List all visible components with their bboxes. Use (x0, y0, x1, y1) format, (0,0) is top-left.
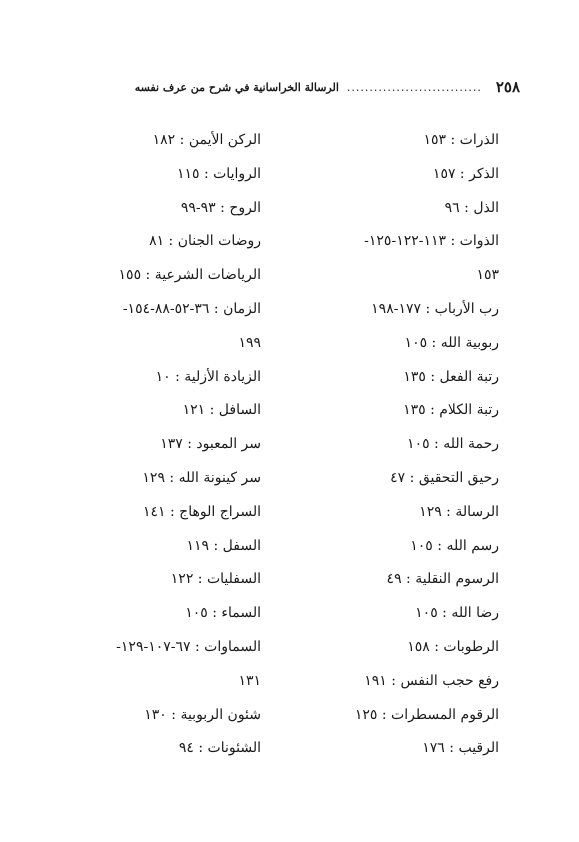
index-entry: رحيق التحقيق : ٤٧ (390, 469, 499, 486)
index-entry-continuation: ١٣١ (238, 672, 261, 689)
index-entry: رتبة الكلام : ١٣٥ (403, 402, 499, 419)
index-column-left (43, 124, 261, 766)
index-entry: الزيادة الأزلية : ١٠ (155, 368, 261, 385)
header-dot-leader: .............................. (346, 80, 482, 94)
index-entry: الذوات : ١١٣-١٢٢-١٢٥- (364, 233, 499, 250)
index-entry: رسم الله : ١٠٥ (410, 537, 499, 554)
index-entry: الرسالة : ١٢٩ (419, 503, 499, 520)
index-entry: الذرات : ١٥٣ (423, 132, 499, 148)
running-title: الرسالة الخراسانية في شرح من عرف نفسه (134, 80, 339, 94)
index-entry: الركن الأيمن : ١٨٢ (152, 132, 261, 148)
index-entry: الرقوم المسطرات : ١٢٥ (354, 706, 499, 723)
index-entry: السراج الوهاج : ١٤١ (143, 503, 261, 520)
index-column-right (269, 124, 499, 766)
index-entry: سر كينونة الله : ١٢٩ (142, 469, 261, 486)
running-header (64, 76, 520, 98)
index-entry: السفليات : ١٢٢ (170, 571, 261, 588)
index-entry: الرياضات الشرعية : ١٥٥ (118, 267, 261, 284)
index-entry: رضا الله : ١٠٥ (415, 605, 499, 622)
index-entry-continuation: ١٥٣ (476, 267, 499, 284)
index-entry: الزمان : ٣٦-٥٢-٨٨-١٥٤- (122, 300, 261, 317)
index-entry: السماء : ١٠٥ (185, 605, 261, 622)
index-entry: روضات الجنان : ٨١ (149, 233, 261, 250)
index-entry: ربوبية الله : ١٠٥ (404, 334, 499, 351)
index-entry: الروايات : ١١٥ (176, 165, 261, 182)
index-entry: الرقيب : ١٧٦ (422, 740, 499, 757)
index-entry: الشئونات : ٩٤ (178, 740, 261, 757)
index-entry: السافل : ١٢١ (182, 402, 261, 419)
index-entry-continuation: ١٩٩ (238, 334, 261, 351)
index-entry: السفل : ١١٩ (186, 537, 261, 554)
index-entry: الذكر : ١٥٧ (432, 165, 499, 182)
index-entry: شئون الربوبية : ١٣٠ (144, 706, 261, 723)
page-number: ٢٥٨ (495, 78, 520, 96)
index-entry: رب الأرباب : ١٧٧-١٩٨ (371, 300, 499, 317)
index-entry: الرطوبات : ١٥٨ (407, 638, 499, 655)
index-entry: رفع حجب النفس : ١٩١ (364, 672, 499, 689)
index-entry: السماوات : ٦٧-١٠٧-١٢٩- (116, 638, 261, 655)
index-entry: رتبة الفعل : ١٣٥ (403, 368, 499, 385)
index-entry: الروح : ٩٣-٩٩ (180, 199, 261, 216)
index-entry: الرسوم النقلية : ٤٩ (386, 571, 499, 588)
index-entry: رحمة الله : ١٠٥ (407, 436, 499, 453)
index-entry: سر المعبود : ١٣٧ (160, 436, 261, 453)
index-entry: الذل : ٩٦ (444, 199, 499, 216)
